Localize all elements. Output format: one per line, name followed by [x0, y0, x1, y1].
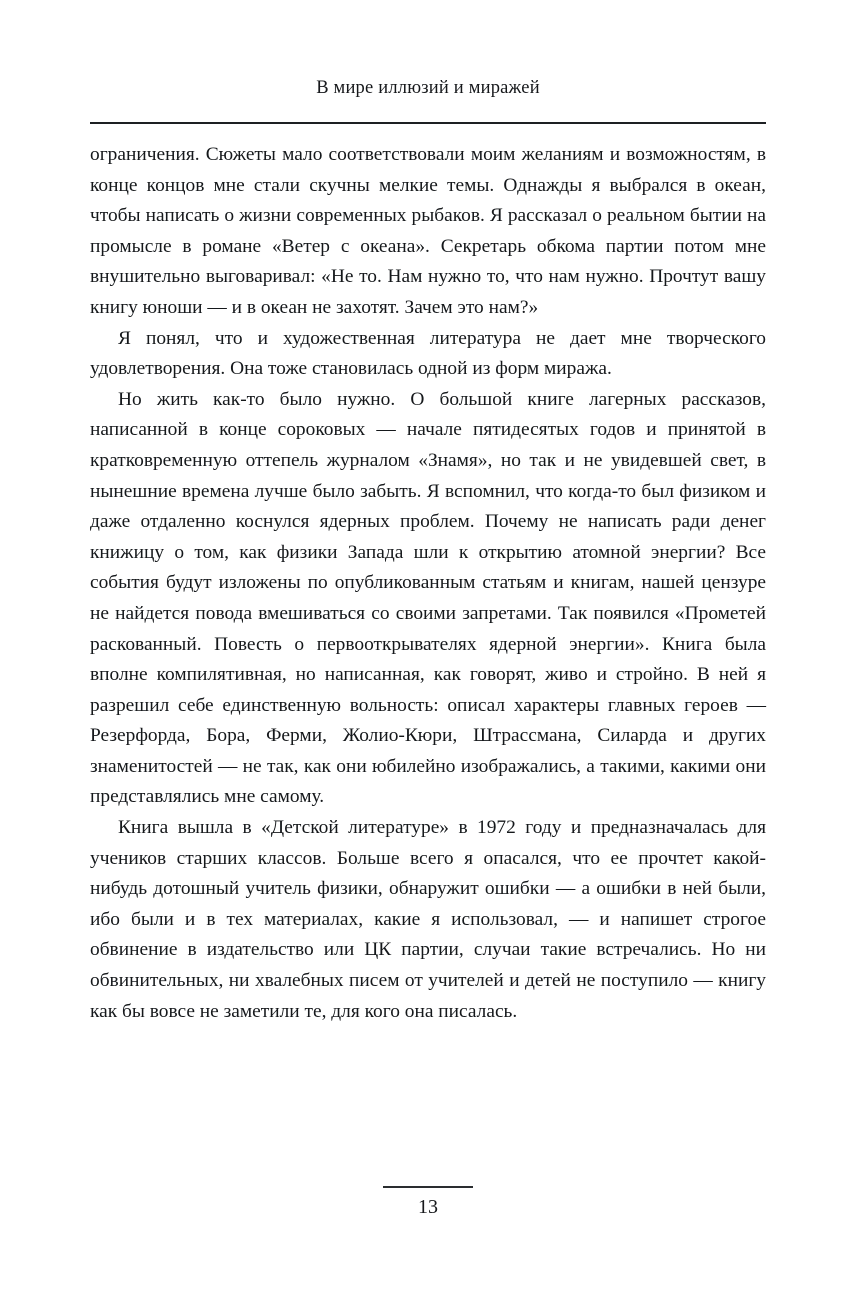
running-head: В мире иллюзий и миражей [316, 78, 540, 98]
paragraph: Книга вышла в «Детской литературе» в 1972 году и предназначалась для учеников старших классов. Больше всего я опасался, что ее прочтет какой-нибудь дотошный учитель физики, обнаружит ошибки — а ошибки в ней были, ибо были и в тех материалах, какие я использовал, — и напишет строгое обвинение в издательство или ЦК партии, случаи такие встречались. Но ни обвинительных, ни хвалебных писем от учителей и детей не поступило — книгу как бы вовсе не заметили те, для кого она писалась. [90, 817, 766, 1022]
page-number: 13 [418, 1196, 438, 1218]
body-text [90, 140, 766, 1027]
paragraph: Я понял, что и художественная литература не дает мне творческого удовлетворения. Она тоже становилась одной из форм миража. [90, 327, 766, 380]
folio-rule [383, 1186, 473, 1188]
header-rule [90, 122, 766, 124]
paragraph: Но жить как-то было нужно. О большой книге лагерных рассказов, написанной в конце сороковых — начале пятидесятых годов и принятой в кратковременную оттепель журналом «Знамя», но так и не увидевшей свет, в нынешние времена лучше было забыть. Я вспомнил, что когда-то был физиком и даже отдаленно коснулся ядерных проблем. Почему не написать ради денег книжицу о том, как физики Запада шли к открытию атомной энергии? Все события будут изложены по опубликованным статьям и книгам, нашей цензуре не найдется повода вмешиваться со своими запретами. Так появился «Прометей раскованный. Повесть о первооткрывателях ядерной энергии». Книга была вполне компилятивная, но написанная, как говорят, живо и стройно. В ней я разрешил себе единственную вольность: описал характеры главных героев — Резерфорда, Бора, Ферми, Жолио-Кюри, Штрассмана, Силарда и других знаменитостей — не так, как они юбилейно изображались, а такими, какими они представлялись мне самому. [90, 388, 766, 808]
paragraph: ограничения. Сюжеты мало соответствовали моим желаниям и возможностям, в конце концов мне стали скучны мелкие темы. Однажды я выбрался в океан, чтобы написать о жизни современных рыбаков. Я рассказал о реальном бытии на промысле в романе «Ветер с океана». Секретарь обкома партии потом мне внушительно выговаривал: «Не то. Нам нужно то, что нам нужно. Прочтут вашу книгу юноши — и в океан не захотят. Зачем это нам?» [90, 144, 766, 318]
